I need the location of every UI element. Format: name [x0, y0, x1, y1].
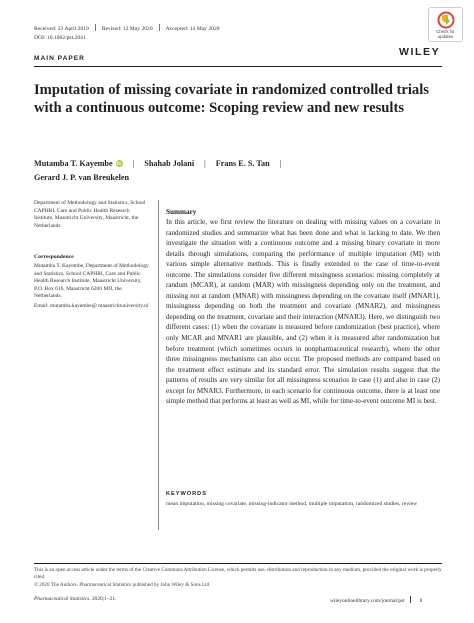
- citation-pages: 2020;1–21.: [91, 596, 117, 602]
- author-list: [34, 157, 444, 185]
- author-name[interactable]: Mutamba T. Kayembe: [34, 159, 113, 168]
- article-dates: [34, 24, 220, 32]
- date-separator: [159, 24, 160, 31]
- author-separator: |: [204, 159, 206, 168]
- correspondence-address: Mutamba T. Kayembe, Department of Methodology and Statistics, School CAPHRI, Care and Public Health Research Institute, Maastricht University, P.O. Box 616, Maastricht 6200 MD, the Netherlands.: [34, 263, 149, 300]
- doi[interactable]: DOI: 10.1002/pst.2041: [34, 35, 86, 41]
- author-name[interactable]: Shahab Jolani: [144, 159, 195, 168]
- journal-url[interactable]: wileyonlinelibrary.com/journal/pst: [330, 598, 405, 604]
- footer-citation: [34, 596, 116, 602]
- summary-text: In this article, we first review the literature on dealing with missing values on a covariate in randomized studies and summarize what has been done and what is lacking to date. We then investigate the situation with a continuous outcome and a missing binary covariate in more details through simulations, comparing the performance of multiple imputation (MI) with various simple alternative methods. This is finally extended to the case of time-to-event outcome. The simulations consider five different missingness scenarios: missing completely at random (MCAR), at random (MAR) with missingness depending only on the treatment, and missing not at random (MNAR) with missingness depending on the covariate itself (MNAR1), missingness depending on both the treatment and covariate (MNAR2), and missingness depending on the treatment, covariate and their interaction (MNAR3). Here, we distinguish two different cases: (1) when the covariate is measured before randomization (best practice), where only MCAR and MNAR1 are plausible, and (2) when it is measured after randomization but before treatment (which sometimes occurs in nonpharmaceutical research), where the other three missingness mechanisms can also occur. The proposed methods are compared based on the treatment effect estimate and its standard error. The simulation results suggest that the patterns of results are very similar for all missingness scenarios in case (1) and also in case (2) except for MNAR3. Furthermore, in each scenario for continuous outcome, there is at least one simple method that performs at least as well as MI, while for time-to-event outcome MI is best.: [166, 218, 440, 406]
- date-separator: [95, 24, 96, 31]
- author-name[interactable]: Frans E. S. Tan: [215, 159, 270, 168]
- section-label: MAIN PAPER: [34, 55, 85, 62]
- received-date: Received: 23 April 2019: [34, 26, 89, 32]
- author-name[interactable]: Gerard J. P. van Breukelen: [34, 173, 130, 182]
- summary-rule: [158, 200, 159, 530]
- check-updates-icon: [437, 11, 455, 29]
- correspondence-heading: Correspondence: [34, 254, 74, 260]
- correspondence-email[interactable]: Email: mutamba.kayembe@ maastrichtuniversity.nl: [34, 302, 149, 309]
- author-separator: |: [132, 159, 135, 168]
- badge-label-line1: Check for: [436, 29, 455, 34]
- article-title: Imputation of missing covariate in randomized controlled trials with a continuous outcome: Scoping review and new results: [34, 82, 429, 116]
- publisher-logo: WILEY: [399, 46, 441, 58]
- journal-name: Pharmaceutical Statistics.: [34, 596, 91, 602]
- affiliation: Department of Methodology and Statistics, School CAPHRI, Care and Public Health Research Institute, Maastricht University, Maastricht, the Netherlands: [34, 200, 146, 229]
- accepted-date: Accepted: 14 May 2020: [165, 26, 220, 32]
- keywords-list: mean imputation, missing covariate, missing-indicator method, multiple imputation, randomized studies, review: [166, 501, 418, 507]
- orcid-icon[interactable]: iD: [116, 161, 122, 166]
- license-text: This is an open access article under the terms of the Creative Commons Attribution License, which permits use, distribution and reproduction in any medium, provided the original work is properly cited.: [34, 567, 442, 581]
- check-for-updates-badge[interactable]: [428, 7, 463, 42]
- keywords-heading: KEYWORDS: [166, 491, 207, 497]
- header-rule: [34, 66, 442, 67]
- footer-separator: [410, 596, 411, 603]
- page-number: 1: [419, 598, 423, 604]
- copyright-text: © 2020 The Authors. Pharmaceutical Statistics published by John Wiley & Sons Ltd: [34, 581, 210, 588]
- revised-date: Revised: 12 May 2020: [101, 26, 153, 32]
- badge-label-line2: updates: [437, 34, 454, 39]
- author-separator: |: [279, 159, 282, 168]
- license-rule: [34, 563, 442, 564]
- summary-heading: Summary: [166, 208, 197, 216]
- correspondence-block: [34, 263, 149, 311]
- license-block: [34, 567, 444, 589]
- footer-right: [330, 596, 422, 604]
